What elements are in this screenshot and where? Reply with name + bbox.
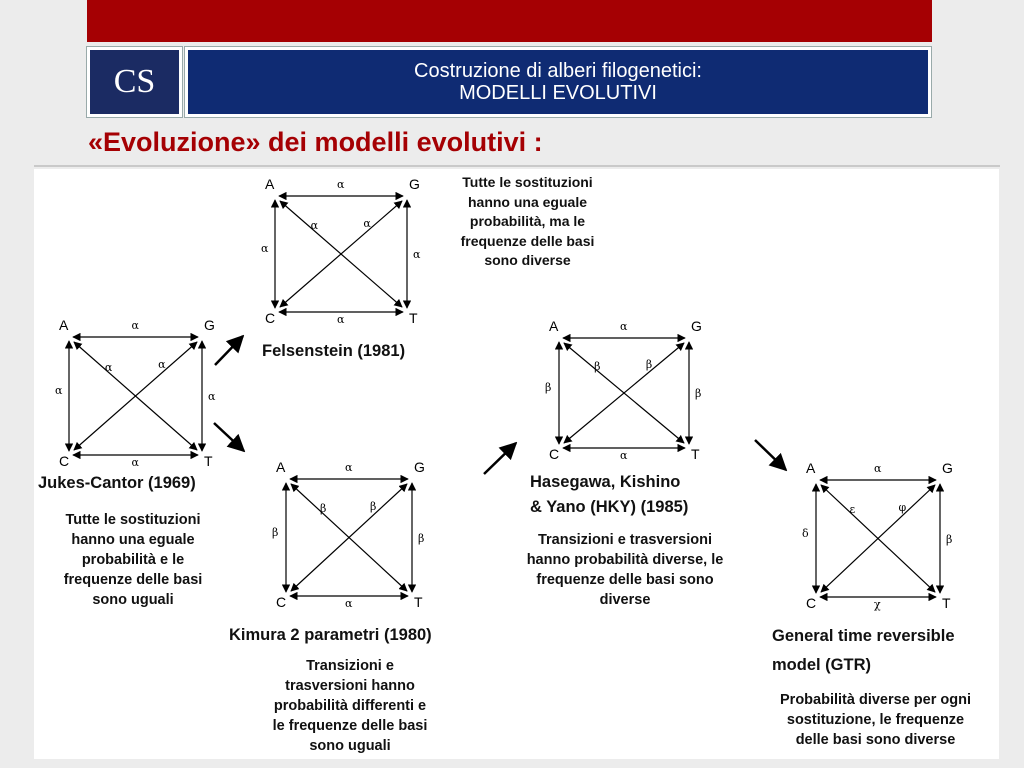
hky-name-line: Hasegawa, Kishino — [530, 473, 681, 491]
felsenstein-description — [430, 173, 625, 271]
gtr-node-a: A — [806, 460, 816, 476]
jukes_cantor-node-t: T — [204, 453, 213, 469]
hky-rate-top: α — [620, 320, 628, 333]
jukes-cantor-desc-line: hanno una eguale — [71, 532, 195, 548]
hky-rate-left: β — [545, 381, 552, 394]
gtr-rate-diag-ag: ε — [849, 503, 856, 517]
gtr-node-c: C — [806, 595, 817, 611]
kimura-desc-line: Transizioni e — [306, 658, 394, 674]
model-evolution-arrow — [215, 336, 243, 365]
hky-rate-bottom: α — [620, 449, 628, 462]
jukes_cantor-rate-diag-ag: α — [104, 360, 113, 374]
gtr-name — [772, 622, 955, 680]
felsenstein-node-a: A — [265, 176, 275, 192]
kimura-rate-diag-gc: β — [369, 500, 377, 514]
logo-cs: CS — [87, 47, 182, 117]
kimura-rate-right: β — [418, 531, 425, 545]
kimura-desc-line: probabilità differenti e — [273, 698, 427, 714]
hky-desc-line: frequenze delle basi sono — [536, 572, 714, 588]
kimura-description — [250, 656, 450, 756]
model-evolution-arrow — [214, 423, 244, 451]
felsenstein-name: Felsenstein (1981) — [262, 342, 406, 360]
felsenstein-desc-line: probabilità, ma le — [469, 213, 586, 229]
gtr-rate-top: α — [874, 462, 882, 475]
kimura-desc-line: sono uguali — [309, 738, 391, 754]
jukes_cantor-node-a: A — [59, 317, 69, 333]
hky-description — [500, 530, 750, 610]
model-evolution-arrow — [484, 443, 516, 474]
jukes_cantor-rate-bottom: α — [131, 456, 139, 469]
kimura-name: Kimura 2 parametri (1980) — [229, 626, 432, 644]
page-subtitle: «Evoluzione» dei modelli evolutivi : — [88, 127, 543, 157]
gtr-node-g: G — [942, 460, 953, 476]
hky-node-t: T — [691, 446, 700, 462]
felsenstein-desc-line: hanno una eguale — [467, 193, 587, 210]
gtr-desc-line: delle basi sono diverse — [795, 732, 956, 748]
kimura-node-t: T — [414, 594, 423, 610]
gtr-desc-line: sostituzione, le frequenze — [786, 712, 965, 728]
jukes-cantor-desc-line: sono uguali — [92, 592, 174, 608]
kimura-node-g: G — [414, 459, 425, 475]
felsenstein-desc-line: Tutte le sostituzioni — [462, 174, 593, 190]
hky-desc-line: diverse — [599, 592, 651, 608]
felsenstein-rate-diag-ag: α — [310, 219, 319, 233]
kimura-rate-diag-ag: β — [320, 502, 327, 516]
felsenstein-rate-bottom: α — [337, 313, 345, 326]
jukes_cantor-node-c: C — [59, 453, 70, 469]
hky-desc-line: Transizioni e trasversioni — [537, 532, 713, 548]
gtr-rate-diag-gc: φ — [898, 501, 907, 515]
felsenstein-desc-line: frequenze delle basi — [460, 232, 595, 249]
title-line-2: MODELLI EVOLUTIVI — [459, 82, 657, 104]
felsenstein-rate-top: α — [337, 178, 345, 191]
kimura-node-a: A — [276, 459, 286, 475]
gtr-name-line: model (GTR) — [772, 656, 871, 674]
jukes_cantor-rate-left: α — [55, 384, 63, 397]
felsenstein-node-g: G — [409, 176, 420, 192]
felsenstein-rate-left: α — [261, 242, 269, 255]
kimura-node-c: C — [276, 594, 287, 610]
hky-name-line: & Yano (HKY) (1985) — [530, 498, 689, 516]
kimura-desc-line: trasversioni hanno — [285, 678, 415, 694]
felsenstein-rate-diag-gc: α — [363, 216, 371, 230]
jukes-cantor-description — [38, 510, 228, 610]
title-line-1: Costruzione di alberi filogenetici: — [414, 60, 702, 82]
hky-node-c: C — [549, 446, 560, 462]
hky-rate-diag-ag: β — [594, 360, 601, 373]
hky-node-a: A — [549, 318, 559, 334]
hky-desc-line: hanno probabilità diverse, le — [526, 552, 724, 568]
gtr-name-line: General time reversible — [772, 627, 955, 645]
jukes-cantor-name: Jukes-Cantor (1969) — [38, 474, 196, 492]
kimura-desc-line: le frequenze delle basi — [272, 718, 428, 734]
hky-node-g: G — [691, 318, 702, 334]
kimura-rate-top: α — [345, 461, 353, 474]
jukes_cantor-rate-right: α — [208, 390, 216, 403]
gtr-desc-line: Probabilità diverse per ogni — [780, 692, 971, 708]
felsenstein-rate-right: α — [413, 248, 421, 261]
gtr-description — [758, 690, 993, 750]
gtr-rate-bottom: χ — [874, 598, 881, 611]
gtr-rate-right: β — [946, 532, 953, 546]
hky-rate-right: β — [695, 387, 702, 400]
jukes-cantor-desc-line: probabilità e le — [81, 552, 185, 568]
jukes_cantor-rate-diag-gc: α — [158, 358, 166, 372]
jukes_cantor-node-g: G — [204, 317, 215, 333]
felsenstein-node-c: C — [265, 310, 276, 326]
jukes-cantor-desc-line: Tutte le sostituzioni — [65, 512, 201, 528]
gtr-rate-left: δ — [802, 526, 809, 540]
jukes_cantor-rate-top: α — [131, 319, 139, 332]
felsenstein-node-t: T — [409, 310, 418, 326]
kimura-rate-left: β — [272, 525, 279, 539]
felsenstein-desc-line: sono diverse — [484, 252, 571, 268]
kimura-rate-bottom: α — [345, 597, 353, 610]
gtr-node-t: T — [942, 595, 951, 611]
jukes-cantor-desc-line: frequenze delle basi — [63, 572, 203, 588]
hky-rate-diag-gc: β — [645, 357, 653, 371]
hky-name — [530, 470, 688, 520]
model-evolution-arrow — [755, 440, 786, 470]
